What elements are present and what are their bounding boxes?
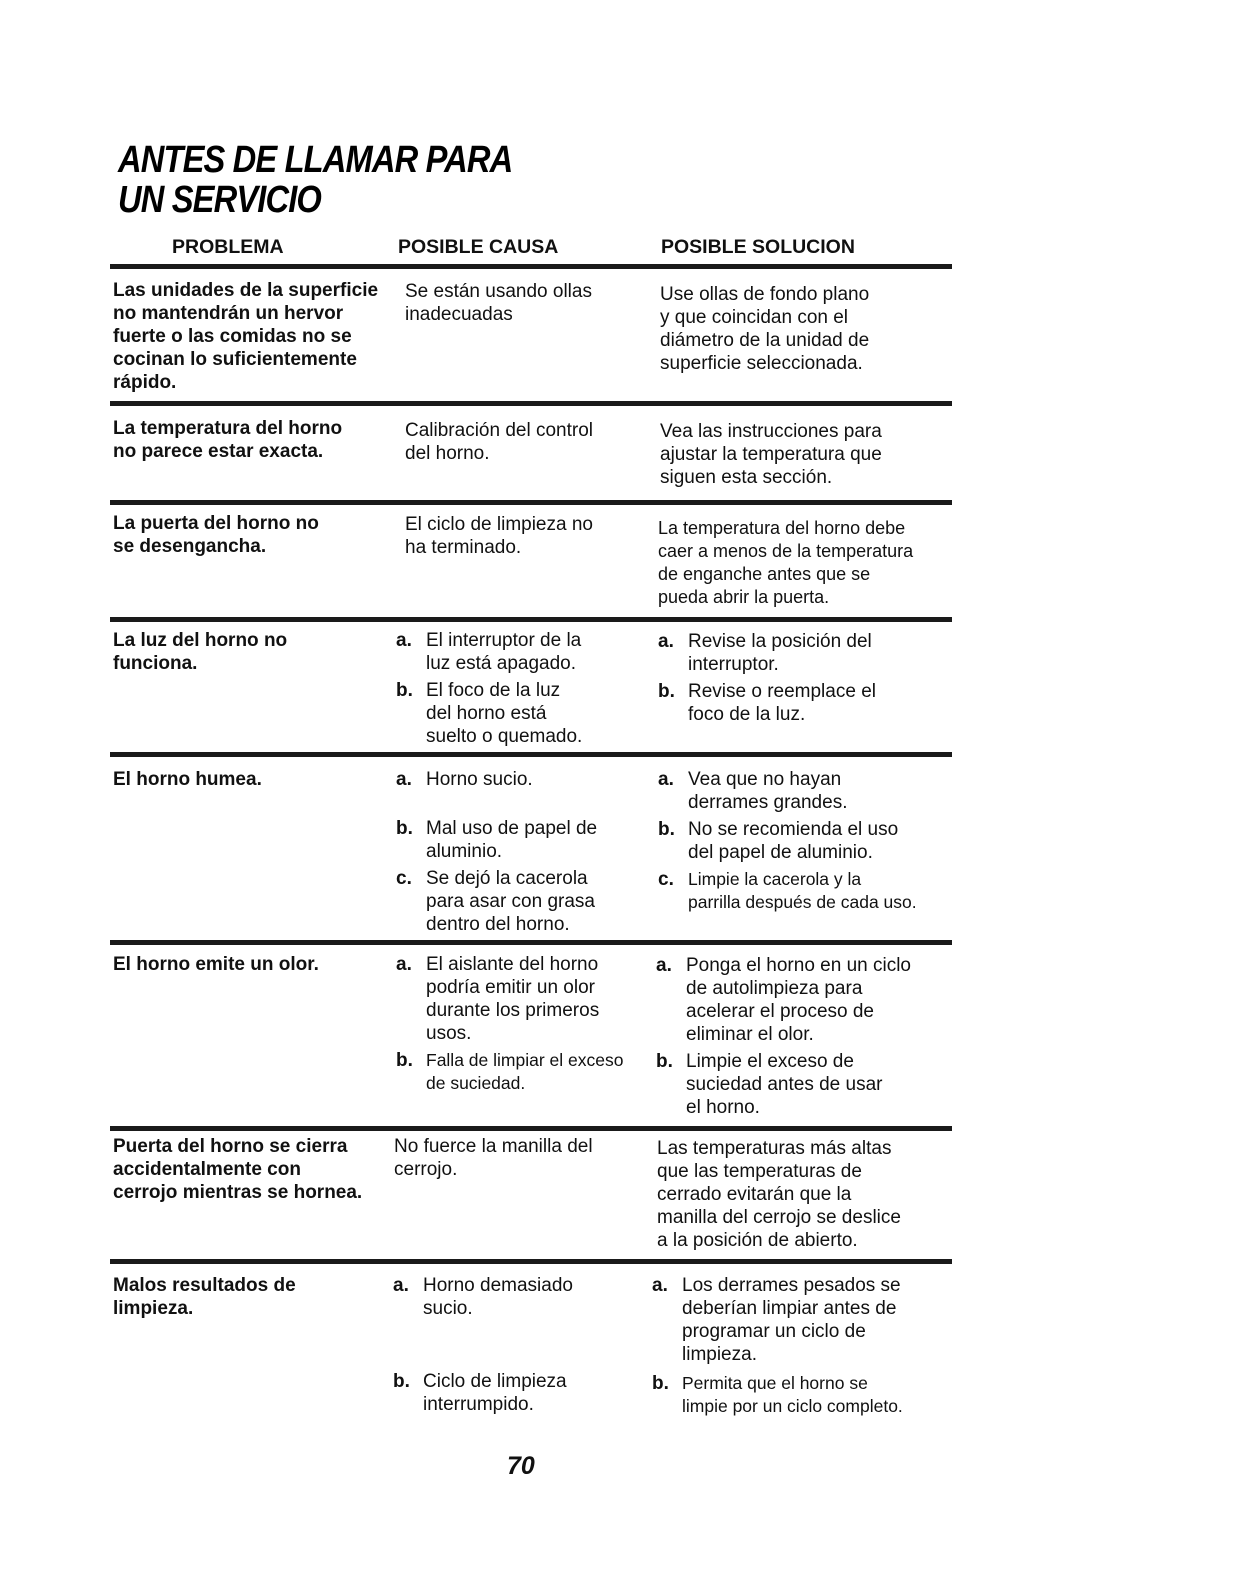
row-5-cause xyxy=(396,768,656,940)
item-letter: a. xyxy=(658,769,674,790)
text-line: a la posición de abierto. xyxy=(657,1230,858,1251)
text-line: siguen esta sección. xyxy=(660,467,833,488)
column-header-solution: POSIBLE SOLUCION xyxy=(661,236,855,258)
text-line: inadecuadas xyxy=(405,304,513,325)
text-line: del horno. xyxy=(405,443,490,464)
text-line: dentro del horno. xyxy=(426,914,570,935)
text-line: Limpie la cacerola y la xyxy=(688,869,862,889)
text-line: luz está apagado. xyxy=(426,653,577,674)
item-letter: a. xyxy=(652,1275,668,1296)
text-line: limpie por un ciclo completo. xyxy=(682,1396,903,1416)
text-line: diámetro de la unidad de xyxy=(660,330,870,351)
text-line: accidentalmente con xyxy=(113,1159,301,1180)
column-header-problem: PROBLEMA xyxy=(172,236,284,258)
solution-item-a xyxy=(656,954,946,1046)
item-letter: c. xyxy=(658,869,674,890)
text-line: Vea las instrucciones para xyxy=(660,421,882,442)
text-line: El foco de la luz xyxy=(426,680,561,701)
text-line: El ciclo de limpieza no xyxy=(405,514,593,535)
text-line: La luz del horno no xyxy=(113,630,288,651)
text-line: ajustar la temperatura que xyxy=(660,444,882,465)
text-line: Horno sucio. xyxy=(426,769,533,790)
text-line: eliminar el olor. xyxy=(686,1024,814,1045)
text-line: sucio. xyxy=(423,1298,473,1319)
text-line: deberían limpiar antes de xyxy=(682,1298,897,1319)
row-divider xyxy=(110,752,952,757)
text-line: Las temperaturas más altas xyxy=(657,1138,892,1159)
row-2-solution xyxy=(660,420,950,489)
text-line: El horno emite un olor. xyxy=(113,954,319,975)
text-line: parrilla después de cada uso. xyxy=(688,892,917,912)
item-letter: b. xyxy=(658,819,675,840)
row-7-problem xyxy=(113,1135,393,1204)
row-5-problem xyxy=(113,768,393,791)
row-8-problem xyxy=(113,1274,393,1320)
header-divider xyxy=(110,264,952,269)
text-line: se desengancha. xyxy=(113,536,267,557)
cause-item-a xyxy=(393,1274,653,1320)
row-4-problem xyxy=(113,629,393,675)
text-line: Puerta del horno se cierra xyxy=(113,1136,348,1157)
item-letter: b. xyxy=(396,1050,413,1071)
item-letter: b. xyxy=(396,818,413,839)
item-letter: a. xyxy=(396,769,412,790)
text-line: limpieza. xyxy=(682,1344,757,1365)
row-4-cause xyxy=(396,629,656,752)
row-3-solution xyxy=(658,517,948,609)
cause-item-a xyxy=(396,953,656,1045)
text-line: derrames grandes. xyxy=(688,792,848,813)
text-line: del horno está xyxy=(426,703,547,724)
item-letter: a. xyxy=(396,954,412,975)
text-line: La temperatura del horno debe xyxy=(658,518,906,538)
column-header-cause: POSIBLE CAUSA xyxy=(398,236,559,258)
text-line: interruptor. xyxy=(688,654,779,675)
text-line: Ponga el horno en un ciclo xyxy=(686,955,911,976)
text-line: Se están usando ollas xyxy=(405,281,592,302)
text-line: No se recomienda el uso xyxy=(688,819,899,840)
row-5-solution xyxy=(658,768,948,918)
item-letter: a. xyxy=(396,630,412,651)
page-title-line-2: UN SERVICIO xyxy=(118,179,322,221)
text-line: Horno demasiado xyxy=(423,1275,573,1296)
text-line: Calibración del control xyxy=(405,420,593,441)
text-line: que las temperaturas de xyxy=(657,1161,862,1182)
cause-item-b xyxy=(396,1049,656,1095)
text-line: Mal uso de papel de xyxy=(426,818,598,839)
text-line: no parece estar exacta. xyxy=(113,441,324,462)
solution-item-a xyxy=(658,630,948,676)
text-line: manilla del cerrojo se deslice xyxy=(657,1207,901,1228)
page-number: 70 xyxy=(507,1452,535,1480)
item-letter: b. xyxy=(396,680,413,701)
item-letter: a. xyxy=(393,1275,409,1296)
text-line: durante los primeros xyxy=(426,1000,600,1021)
row-1-solution xyxy=(660,283,950,375)
text-line: La temperatura del horno xyxy=(113,418,343,439)
cause-item-b xyxy=(393,1370,653,1416)
row-divider xyxy=(110,940,952,945)
text-line: Use ollas de fondo plano xyxy=(660,284,870,305)
text-line: superficie seleccionada. xyxy=(660,353,863,374)
row-6-cause xyxy=(396,953,656,1099)
text-line: caer a menos de la temperatura xyxy=(658,541,914,561)
cause-item-b xyxy=(396,679,656,748)
text-line: Malos resultados de xyxy=(113,1275,296,1296)
text-line: cocinan lo suficientemente xyxy=(113,349,357,370)
text-line: ha terminado. xyxy=(405,537,522,558)
solution-item-b xyxy=(656,1050,946,1119)
text-line: Los derrames pesados se xyxy=(682,1275,901,1296)
text-line: fuerte o las comidas no se xyxy=(113,326,352,347)
text-line: Falla de limpiar el exceso xyxy=(426,1050,624,1070)
text-line: funciona. xyxy=(113,653,198,674)
row-divider xyxy=(110,500,952,505)
text-line: del papel de aluminio. xyxy=(688,842,873,863)
solution-item-b xyxy=(658,680,948,726)
item-letter: b. xyxy=(393,1371,410,1392)
row-7-cause xyxy=(394,1135,654,1181)
text-line: Las unidades de la superficie xyxy=(113,280,379,301)
row-1-problem xyxy=(113,279,393,394)
text-line: cerrado evitarán que la xyxy=(657,1184,852,1205)
item-letter: c. xyxy=(396,868,412,889)
cause-item-c xyxy=(396,867,656,936)
row-divider xyxy=(110,1126,952,1131)
text-line: de enganche antes que se xyxy=(658,564,871,584)
text-line: de suciedad. xyxy=(426,1073,526,1093)
item-letter: b. xyxy=(652,1373,669,1394)
item-letter: b. xyxy=(658,681,675,702)
item-letter: b. xyxy=(656,1051,673,1072)
text-line: de autolimpieza para xyxy=(686,978,863,999)
row-6-solution xyxy=(656,954,946,1123)
text-line: Vea que no hayan xyxy=(688,769,842,790)
row-8-solution xyxy=(652,1274,942,1422)
cause-item-a xyxy=(396,629,656,675)
row-8-cause xyxy=(393,1274,653,1420)
text-line: Permita que el horno se xyxy=(682,1373,868,1393)
solution-item-a xyxy=(658,768,948,814)
item-letter: a. xyxy=(658,631,674,652)
text-line: Limpie el exceso de xyxy=(686,1051,854,1072)
cause-item-b xyxy=(396,817,656,863)
row-2-cause xyxy=(405,419,665,465)
row-3-cause xyxy=(405,513,665,559)
cause-item-a xyxy=(396,768,656,791)
text-line: El horno humea. xyxy=(113,769,262,790)
text-line: para asar con grasa xyxy=(426,891,595,912)
text-line: cerrojo. xyxy=(394,1159,458,1180)
text-line: suelto o quemado. xyxy=(426,726,583,747)
page-title-line-1: ANTES DE LLAMAR PARA xyxy=(118,139,513,181)
text-line: Revise o reemplace el xyxy=(688,681,876,702)
row-4-solution xyxy=(658,630,948,730)
row-1-cause xyxy=(405,280,665,326)
text-line: pueda abrir la puerta. xyxy=(658,587,830,607)
text-line: Revise la posición del xyxy=(688,631,872,652)
text-line: usos. xyxy=(426,1023,472,1044)
text-line: Se dejó la cacerola xyxy=(426,868,588,889)
text-line: suciedad antes de usar xyxy=(686,1074,883,1095)
text-line: rápido. xyxy=(113,372,177,393)
text-line: No fuerce la manilla del xyxy=(394,1136,593,1157)
text-line: podría emitir un olor xyxy=(426,977,595,998)
row-2-problem xyxy=(113,417,393,463)
solution-item-b xyxy=(658,818,948,864)
text-line: interrumpido. xyxy=(423,1394,534,1415)
text-line: aluminio. xyxy=(426,841,503,862)
text-line: acelerar el proceso de xyxy=(686,1001,874,1022)
text-line: programar un ciclo de xyxy=(682,1321,866,1342)
text-line: cerrojo mientras se hornea. xyxy=(113,1182,363,1203)
row-divider xyxy=(110,401,952,406)
page-title xyxy=(118,140,512,220)
text-line: La puerta del horno no xyxy=(113,513,319,534)
solution-item-a xyxy=(652,1274,942,1366)
text-line: foco de la luz. xyxy=(688,704,806,725)
solution-item-c xyxy=(658,868,948,914)
row-3-problem xyxy=(113,512,393,558)
text-line: El interruptor de la xyxy=(426,630,582,651)
item-letter: a. xyxy=(656,955,672,976)
text-line: limpieza. xyxy=(113,1298,194,1319)
solution-item-b xyxy=(652,1372,942,1418)
text-line: Ciclo de limpieza xyxy=(423,1371,567,1392)
text-line: no mantendrán un hervor xyxy=(113,303,344,324)
text-line: y que coincidan con el xyxy=(660,307,849,328)
text-line: El aislante del horno xyxy=(426,954,599,975)
row-7-solution xyxy=(657,1137,947,1252)
row-6-problem xyxy=(113,953,393,976)
row-divider xyxy=(110,1259,952,1264)
row-divider xyxy=(110,617,952,622)
text-line: el horno. xyxy=(686,1097,760,1118)
